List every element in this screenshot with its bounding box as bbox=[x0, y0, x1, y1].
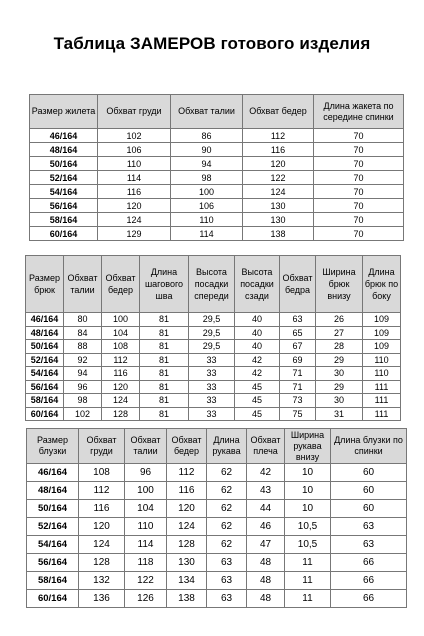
value-cell: 10 bbox=[285, 464, 331, 482]
value-cell: 48 bbox=[247, 590, 285, 608]
value-cell: 118 bbox=[125, 554, 167, 572]
value-cell: 109 bbox=[363, 340, 401, 354]
value-cell: 100 bbox=[171, 185, 243, 199]
value-cell: 29 bbox=[316, 353, 363, 367]
table-row bbox=[27, 482, 407, 500]
column-header: Обхват бедер bbox=[167, 429, 207, 464]
value-cell: 102 bbox=[98, 129, 171, 143]
size-cell: 48/164 bbox=[27, 482, 79, 500]
value-cell: 81 bbox=[140, 367, 189, 381]
value-cell: 132 bbox=[79, 572, 125, 590]
blouse-measurements-table bbox=[26, 428, 407, 608]
table-row bbox=[27, 572, 407, 590]
value-cell: 40 bbox=[235, 340, 280, 354]
value-cell: 130 bbox=[243, 199, 314, 213]
value-cell: 70 bbox=[314, 227, 404, 241]
table-row bbox=[26, 353, 401, 367]
value-cell: 40 bbox=[235, 313, 280, 327]
value-cell: 120 bbox=[79, 518, 125, 536]
value-cell: 30 bbox=[316, 394, 363, 408]
value-cell: 70 bbox=[314, 185, 404, 199]
value-cell: 65 bbox=[280, 326, 316, 340]
size-cell: 56/164 bbox=[26, 380, 64, 394]
value-cell: 48 bbox=[247, 554, 285, 572]
value-cell: 106 bbox=[171, 199, 243, 213]
value-cell: 138 bbox=[167, 590, 207, 608]
value-cell: 112 bbox=[102, 353, 140, 367]
value-cell: 81 bbox=[140, 326, 189, 340]
value-cell: 11 bbox=[285, 572, 331, 590]
value-cell: 70 bbox=[314, 213, 404, 227]
size-cell: 56/164 bbox=[30, 199, 98, 213]
value-cell: 42 bbox=[247, 464, 285, 482]
value-cell: 114 bbox=[98, 171, 171, 185]
value-cell: 124 bbox=[98, 213, 171, 227]
value-cell: 62 bbox=[207, 500, 247, 518]
table-row bbox=[30, 129, 404, 143]
value-cell: 116 bbox=[167, 482, 207, 500]
table-row bbox=[27, 590, 407, 608]
value-cell: 98 bbox=[64, 394, 102, 408]
value-cell: 29,5 bbox=[189, 340, 235, 354]
value-cell: 43 bbox=[247, 482, 285, 500]
column-header: Обхват талии bbox=[125, 429, 167, 464]
column-header: Размер жилета bbox=[30, 95, 98, 129]
size-cell: 50/164 bbox=[30, 157, 98, 171]
value-cell: 96 bbox=[64, 380, 102, 394]
table-row bbox=[26, 407, 401, 421]
size-cell: 60/164 bbox=[26, 407, 64, 421]
table-row bbox=[30, 157, 404, 171]
column-header: Обхват талии bbox=[171, 95, 243, 129]
size-cell: 56/164 bbox=[27, 554, 79, 572]
value-cell: 136 bbox=[79, 590, 125, 608]
value-cell: 104 bbox=[125, 500, 167, 518]
value-cell: 106 bbox=[98, 143, 171, 157]
value-cell: 116 bbox=[102, 367, 140, 381]
value-cell: 128 bbox=[167, 536, 207, 554]
value-cell: 11 bbox=[285, 554, 331, 572]
value-cell: 128 bbox=[102, 407, 140, 421]
column-header: Длина брюк по боку bbox=[363, 256, 401, 313]
column-header: Обхват бедра bbox=[280, 256, 316, 313]
value-cell: 92 bbox=[64, 353, 102, 367]
value-cell: 62 bbox=[207, 536, 247, 554]
value-cell: 33 bbox=[189, 407, 235, 421]
value-cell: 70 bbox=[314, 171, 404, 185]
size-cell: 52/164 bbox=[27, 518, 79, 536]
value-cell: 33 bbox=[189, 380, 235, 394]
value-cell: 42 bbox=[235, 367, 280, 381]
value-cell: 81 bbox=[140, 313, 189, 327]
value-cell: 70 bbox=[314, 129, 404, 143]
table-row bbox=[27, 500, 407, 518]
value-cell: 100 bbox=[102, 313, 140, 327]
value-cell: 42 bbox=[235, 353, 280, 367]
value-cell: 33 bbox=[189, 394, 235, 408]
column-header: Длина шагового шва bbox=[140, 256, 189, 313]
table-row bbox=[30, 227, 404, 241]
value-cell: 45 bbox=[235, 407, 280, 421]
table-row bbox=[27, 554, 407, 572]
value-cell: 116 bbox=[243, 143, 314, 157]
size-cell: 50/164 bbox=[26, 340, 64, 354]
value-cell: 44 bbox=[247, 500, 285, 518]
value-cell: 63 bbox=[207, 554, 247, 572]
value-cell: 75 bbox=[280, 407, 316, 421]
value-cell: 70 bbox=[314, 199, 404, 213]
size-cell: 50/164 bbox=[27, 500, 79, 518]
size-cell: 48/164 bbox=[26, 326, 64, 340]
value-cell: 29,5 bbox=[189, 313, 235, 327]
value-cell: 81 bbox=[140, 340, 189, 354]
value-cell: 134 bbox=[167, 572, 207, 590]
value-cell: 81 bbox=[140, 394, 189, 408]
value-cell: 110 bbox=[98, 157, 171, 171]
value-cell: 120 bbox=[243, 157, 314, 171]
size-cell: 46/164 bbox=[30, 129, 98, 143]
column-header: Длина жакета по середине спинки bbox=[314, 95, 404, 129]
value-cell: 100 bbox=[125, 482, 167, 500]
value-cell: 90 bbox=[171, 143, 243, 157]
size-cell: 58/164 bbox=[27, 572, 79, 590]
value-cell: 122 bbox=[125, 572, 167, 590]
table-row bbox=[27, 518, 407, 536]
size-cell: 48/164 bbox=[30, 143, 98, 157]
value-cell: 88 bbox=[64, 340, 102, 354]
table-row bbox=[30, 213, 404, 227]
value-cell: 84 bbox=[64, 326, 102, 340]
value-cell: 11 bbox=[285, 590, 331, 608]
column-header: Обхват плеча bbox=[247, 429, 285, 464]
value-cell: 33 bbox=[189, 367, 235, 381]
size-cell: 58/164 bbox=[30, 213, 98, 227]
size-cell: 52/164 bbox=[26, 353, 64, 367]
value-cell: 110 bbox=[363, 353, 401, 367]
value-cell: 62 bbox=[207, 464, 247, 482]
value-cell: 73 bbox=[280, 394, 316, 408]
column-header: Длина рукава bbox=[207, 429, 247, 464]
column-header: Обхват талии bbox=[64, 256, 102, 313]
size-cell: 60/164 bbox=[30, 227, 98, 241]
table-row bbox=[26, 326, 401, 340]
value-cell: 10,5 bbox=[285, 536, 331, 554]
column-header: Размер брюк bbox=[26, 256, 64, 313]
value-cell: 63 bbox=[207, 590, 247, 608]
table-row bbox=[27, 536, 407, 554]
value-cell: 29,5 bbox=[189, 326, 235, 340]
value-cell: 102 bbox=[64, 407, 102, 421]
value-cell: 81 bbox=[140, 380, 189, 394]
value-cell: 63 bbox=[331, 536, 407, 554]
value-cell: 116 bbox=[79, 500, 125, 518]
value-cell: 29 bbox=[316, 380, 363, 394]
value-cell: 96 bbox=[125, 464, 167, 482]
value-cell: 26 bbox=[316, 313, 363, 327]
column-header: Обхват бедер bbox=[102, 256, 140, 313]
value-cell: 63 bbox=[280, 313, 316, 327]
value-cell: 48 bbox=[247, 572, 285, 590]
value-cell: 94 bbox=[171, 157, 243, 171]
table-row bbox=[30, 199, 404, 213]
value-cell: 109 bbox=[363, 326, 401, 340]
table-row bbox=[26, 340, 401, 354]
value-cell: 81 bbox=[140, 407, 189, 421]
column-header: Ширина рукава внизу bbox=[285, 429, 331, 464]
value-cell: 10 bbox=[285, 482, 331, 500]
value-cell: 60 bbox=[331, 482, 407, 500]
value-cell: 63 bbox=[331, 518, 407, 536]
value-cell: 10,5 bbox=[285, 518, 331, 536]
value-cell: 130 bbox=[243, 213, 314, 227]
value-cell: 66 bbox=[331, 572, 407, 590]
value-cell: 69 bbox=[280, 353, 316, 367]
page-title: Таблица ЗАМЕРОВ готового изделия bbox=[53, 34, 371, 53]
value-cell: 63 bbox=[207, 572, 247, 590]
column-header: Высота посадки спереди bbox=[189, 256, 235, 313]
value-cell: 120 bbox=[102, 380, 140, 394]
table-row bbox=[30, 143, 404, 157]
value-cell: 124 bbox=[79, 536, 125, 554]
table-row bbox=[26, 380, 401, 394]
size-cell: 46/164 bbox=[27, 464, 79, 482]
value-cell: 40 bbox=[235, 326, 280, 340]
value-cell: 116 bbox=[98, 185, 171, 199]
value-cell: 104 bbox=[102, 326, 140, 340]
table-row bbox=[26, 367, 401, 381]
value-cell: 46 bbox=[247, 518, 285, 536]
value-cell: 81 bbox=[140, 353, 189, 367]
value-cell: 124 bbox=[102, 394, 140, 408]
value-cell: 114 bbox=[171, 227, 243, 241]
value-cell: 94 bbox=[64, 367, 102, 381]
trousers-measurements-table bbox=[25, 255, 401, 421]
table-row bbox=[30, 185, 404, 199]
value-cell: 33 bbox=[189, 353, 235, 367]
value-cell: 47 bbox=[247, 536, 285, 554]
size-cell: 52/164 bbox=[30, 171, 98, 185]
table-row bbox=[26, 394, 401, 408]
size-cell: 54/164 bbox=[30, 185, 98, 199]
column-header: Высота посадки сзади bbox=[235, 256, 280, 313]
value-cell: 62 bbox=[207, 482, 247, 500]
value-cell: 124 bbox=[167, 518, 207, 536]
value-cell: 28 bbox=[316, 340, 363, 354]
size-cell: 54/164 bbox=[27, 536, 79, 554]
table-header-row bbox=[30, 95, 404, 129]
value-cell: 111 bbox=[363, 407, 401, 421]
value-cell: 114 bbox=[125, 536, 167, 554]
size-cell: 54/164 bbox=[26, 367, 64, 381]
value-cell: 30 bbox=[316, 367, 363, 381]
value-cell: 129 bbox=[98, 227, 171, 241]
value-cell: 31 bbox=[316, 407, 363, 421]
table-row bbox=[27, 464, 407, 482]
value-cell: 130 bbox=[167, 554, 207, 572]
column-header: Ширина брюк внизу bbox=[316, 256, 363, 313]
value-cell: 110 bbox=[125, 518, 167, 536]
value-cell: 45 bbox=[235, 394, 280, 408]
value-cell: 120 bbox=[167, 500, 207, 518]
table-row bbox=[30, 171, 404, 185]
value-cell: 98 bbox=[171, 171, 243, 185]
value-cell: 128 bbox=[79, 554, 125, 572]
value-cell: 80 bbox=[64, 313, 102, 327]
value-cell: 66 bbox=[331, 590, 407, 608]
value-cell: 126 bbox=[125, 590, 167, 608]
value-cell: 60 bbox=[331, 500, 407, 518]
value-cell: 120 bbox=[98, 199, 171, 213]
value-cell: 109 bbox=[363, 313, 401, 327]
value-cell: 110 bbox=[363, 367, 401, 381]
table-header-row bbox=[26, 256, 401, 313]
value-cell: 60 bbox=[331, 464, 407, 482]
value-cell: 86 bbox=[171, 129, 243, 143]
value-cell: 71 bbox=[280, 367, 316, 381]
size-cell: 46/164 bbox=[26, 313, 64, 327]
value-cell: 111 bbox=[363, 380, 401, 394]
value-cell: 112 bbox=[243, 129, 314, 143]
value-cell: 27 bbox=[316, 326, 363, 340]
column-header: Размер блузки bbox=[27, 429, 79, 464]
value-cell: 124 bbox=[243, 185, 314, 199]
value-cell: 112 bbox=[167, 464, 207, 482]
value-cell: 108 bbox=[79, 464, 125, 482]
value-cell: 10 bbox=[285, 500, 331, 518]
value-cell: 66 bbox=[331, 554, 407, 572]
value-cell: 45 bbox=[235, 380, 280, 394]
size-cell: 58/164 bbox=[26, 394, 64, 408]
value-cell: 138 bbox=[243, 227, 314, 241]
column-header: Обхват бедер bbox=[243, 95, 314, 129]
value-cell: 108 bbox=[102, 340, 140, 354]
table-row bbox=[26, 313, 401, 327]
size-cell: 60/164 bbox=[27, 590, 79, 608]
value-cell: 67 bbox=[280, 340, 316, 354]
column-header: Обхват груди bbox=[79, 429, 125, 464]
value-cell: 112 bbox=[79, 482, 125, 500]
value-cell: 70 bbox=[314, 157, 404, 171]
column-header: Обхват груди bbox=[98, 95, 171, 129]
column-header: Длина блузки по спинки bbox=[331, 429, 407, 464]
value-cell: 110 bbox=[171, 213, 243, 227]
value-cell: 70 bbox=[314, 143, 404, 157]
value-cell: 122 bbox=[243, 171, 314, 185]
vest-measurements-table bbox=[29, 94, 404, 241]
table-header-row bbox=[27, 429, 407, 464]
value-cell: 111 bbox=[363, 394, 401, 408]
value-cell: 71 bbox=[280, 380, 316, 394]
value-cell: 62 bbox=[207, 518, 247, 536]
